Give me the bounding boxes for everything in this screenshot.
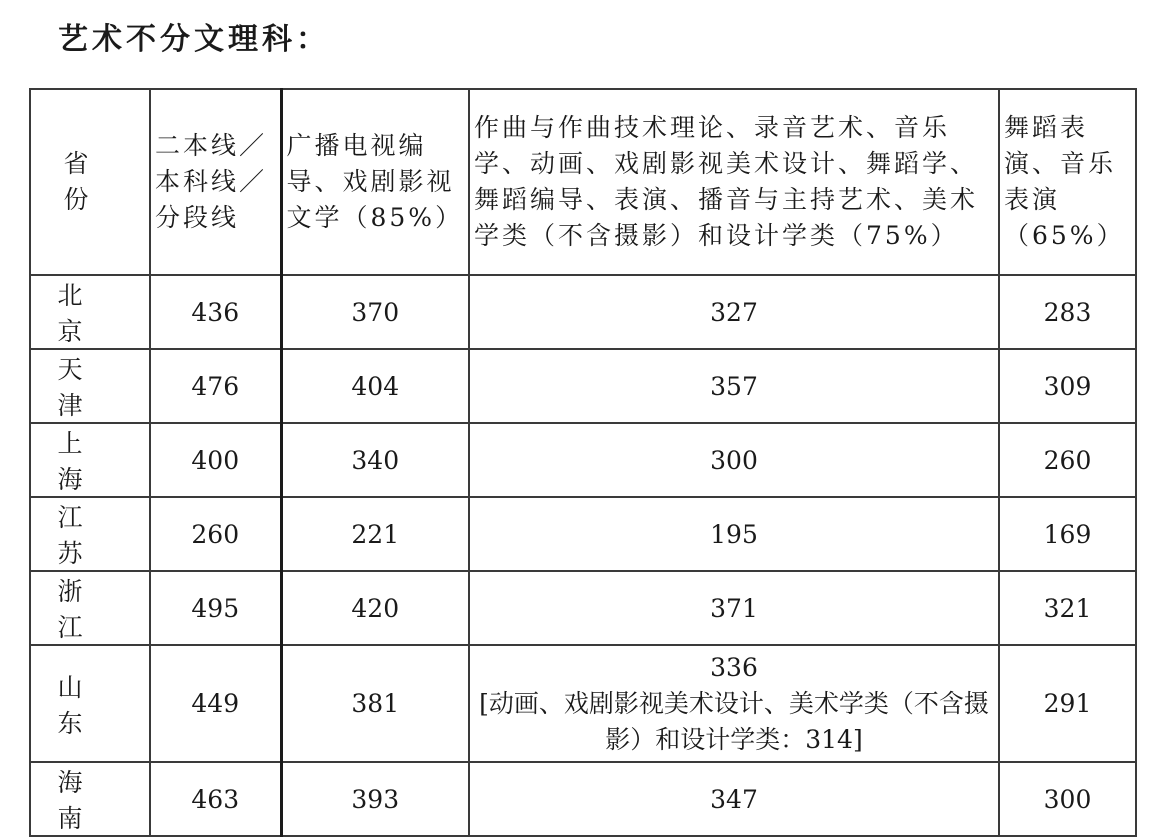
table-row: [30, 349, 1136, 423]
cell-music-art: 357: [469, 349, 999, 423]
cell-dance: 283: [999, 275, 1136, 349]
cell-music-art: 347: [469, 762, 999, 836]
cell-music-art: 327: [469, 275, 999, 349]
cell-province: 浙江: [30, 571, 150, 645]
header-broadcast: 广播电视编导、戏剧影视文学（85%）: [281, 89, 469, 275]
table-row: [30, 275, 1136, 349]
cell-broadcast: 420: [281, 571, 469, 645]
cell-line: 495: [150, 571, 281, 645]
cell-province: 山东: [30, 645, 150, 762]
cell-broadcast: 393: [281, 762, 469, 836]
cell-music-art-value: 336: [710, 652, 758, 682]
cell-broadcast: 381: [281, 645, 469, 762]
cell-dance: 291: [999, 645, 1136, 762]
cell-province: 天津: [30, 349, 150, 423]
cell-line: 463: [150, 762, 281, 836]
table-row: [30, 423, 1136, 497]
cell-music-art: [469, 645, 999, 762]
table-row: [30, 762, 1136, 836]
header-province: 省 份: [30, 89, 150, 275]
cell-dance: 321: [999, 571, 1136, 645]
cell-line: 260: [150, 497, 281, 571]
cell-music-art: 371: [469, 571, 999, 645]
cell-line: 436: [150, 275, 281, 349]
header-line: 二本线／本科线／分段线: [150, 89, 281, 275]
table-row: [30, 645, 1136, 762]
score-table: [29, 88, 1137, 837]
cell-music-art: 300: [469, 423, 999, 497]
header-dance: 舞蹈表演、音乐表演（65%）: [999, 89, 1136, 275]
page-title: 艺术不分文理科：: [58, 22, 330, 57]
cell-broadcast: 340: [281, 423, 469, 497]
header-music-art: 作曲与作曲技术理论、录音艺术、音乐学、动画、戏剧影视美术设计、舞蹈学、舞蹈编导、表演、播音与主持艺术、美术学类（不含摄影）和设计学类（75%）: [469, 89, 999, 275]
cell-line: 400: [150, 423, 281, 497]
cell-broadcast: 221: [281, 497, 469, 571]
cell-dance: 260: [999, 423, 1136, 497]
table-row: [30, 497, 1136, 571]
cell-province: 海南: [30, 762, 150, 836]
cell-broadcast: 404: [281, 349, 469, 423]
cell-music-art: 195: [469, 497, 999, 571]
table-row: [30, 571, 1136, 645]
cell-dance: 309: [999, 349, 1136, 423]
cell-dance: 169: [999, 497, 1136, 571]
cell-broadcast: 370: [281, 275, 469, 349]
cell-line: 476: [150, 349, 281, 423]
cell-province: 北京: [30, 275, 150, 349]
cell-province: 上海: [30, 423, 150, 497]
cell-province: 江苏: [30, 497, 150, 571]
cell-dance: 300: [999, 762, 1136, 836]
cell-music-art-note: [动画、戏剧影视美术设计、美术学类（不含摄影）和设计学类：314]: [479, 688, 989, 754]
cell-line: 449: [150, 645, 281, 762]
header-row: [30, 89, 1136, 275]
